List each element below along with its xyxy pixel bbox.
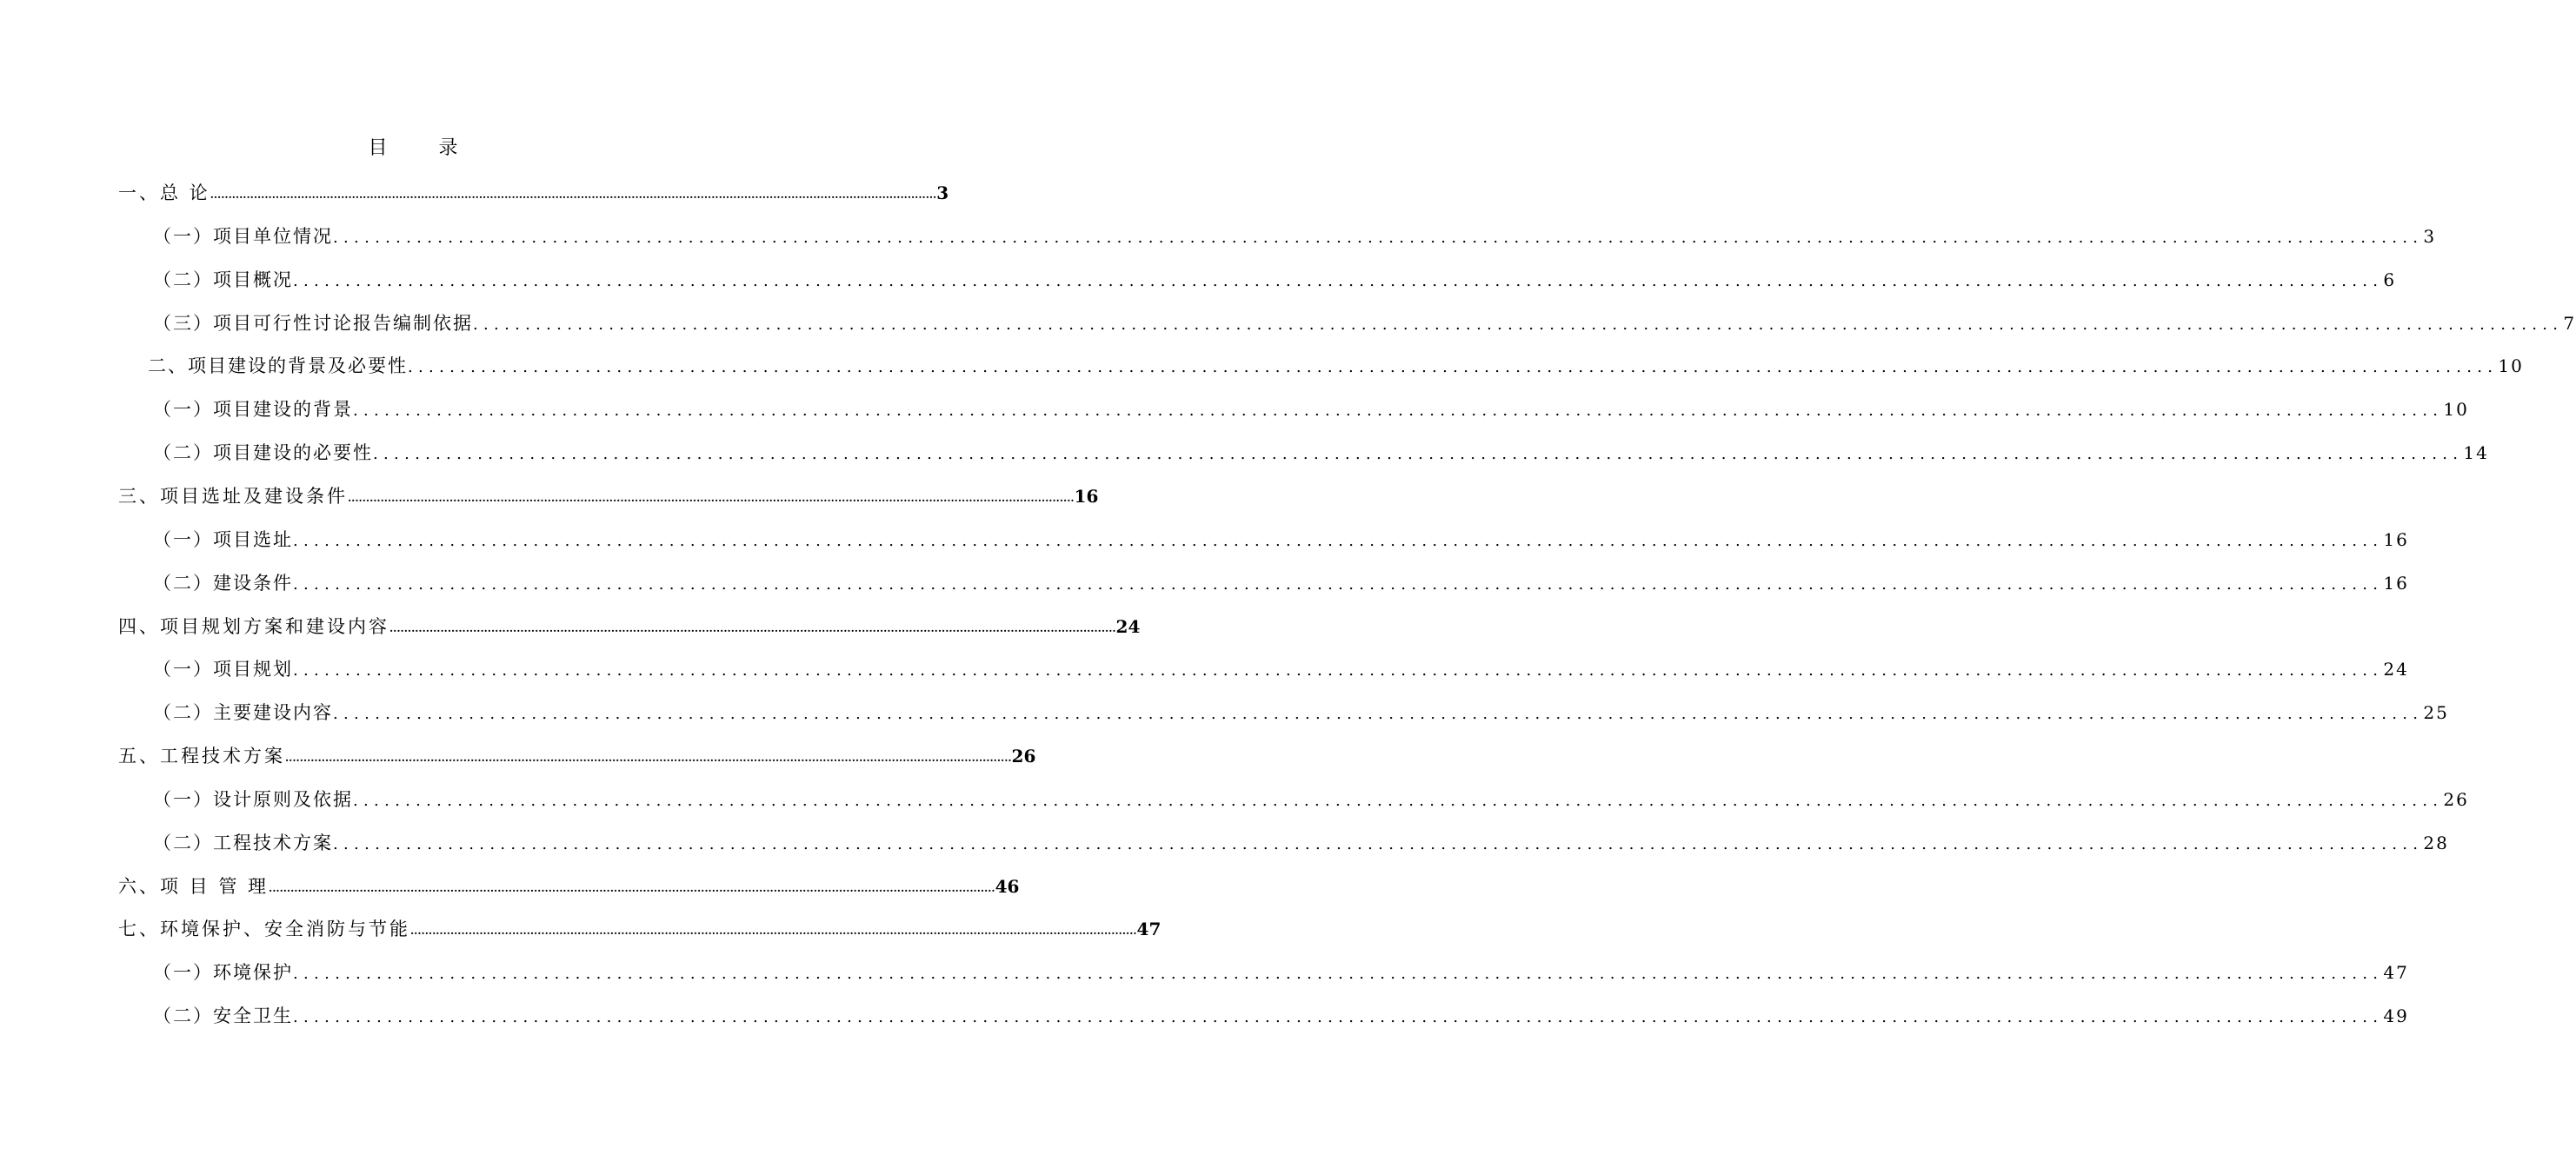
dot-leader: ........................................................................................................................................................................................................ (348, 492, 1075, 504)
dot-leader: ........................................................................................................................................................................................................ (293, 272, 2384, 290)
toc-page-number: 25 (2423, 702, 2449, 723)
toc-entry[interactable] (153, 218, 2437, 248)
toc-entry[interactable] (148, 348, 2524, 377)
toc-title: 目 录 (368, 137, 481, 159)
toc-entry-label: （一）项目建设的背景 (153, 399, 353, 420)
toc-entry-label: 二、项目建设的背景及必要性 (148, 355, 408, 376)
dot-leader: ........................................................................................................................................................................................................ (353, 402, 2444, 420)
dot-leader: ........................................................................................................................................................................................................ (333, 835, 2424, 853)
toc-entry-label: （二）项目建设的必要性 (153, 442, 373, 463)
toc-entry-label: （一）项目选址 (153, 529, 293, 550)
toc-entry[interactable] (153, 391, 2469, 421)
toc-page-number: 7 (2563, 313, 2576, 334)
toc-entry[interactable] (153, 521, 2409, 551)
toc-page-number: 47 (2383, 962, 2409, 983)
toc-entry-label: （一）环境保护 (153, 962, 293, 983)
toc-entry[interactable] (153, 565, 2409, 594)
toc-entry-label: 三、项目选址及建设条件 (118, 486, 348, 507)
toc-entry[interactable] (118, 738, 1036, 767)
toc-page-number: 3 (936, 182, 949, 203)
toc-entry[interactable] (118, 911, 1162, 940)
toc-page-number: 28 (2423, 833, 2449, 853)
toc-entry[interactable] (153, 825, 2449, 854)
toc-entry-label: （三）项目可行性讨论报告编制依据 (153, 313, 473, 334)
toc-entry-label: （二）项目概况 (153, 269, 293, 290)
toc-page-number: 24 (1115, 616, 1141, 637)
toc-page-number: 26 (2443, 789, 2469, 810)
toc-entry[interactable] (118, 608, 1141, 638)
toc-entry[interactable] (153, 305, 2576, 335)
toc-page-number: 26 (1011, 746, 1036, 766)
toc-page-number: 3 (2423, 226, 2437, 247)
dot-leader: ........................................................................................................................................................................................................ (210, 189, 937, 201)
toc-entry[interactable] (153, 435, 2489, 464)
toc-entry-label: 六、项 目 管 理 (118, 876, 270, 897)
dot-leader: ........................................................................................................................................................................................................ (293, 532, 2384, 550)
toc-entry-label: 五、工程技术方案 (118, 746, 285, 766)
toc-page-number: 10 (2443, 399, 2469, 420)
toc-entry-label: （二）建设条件 (153, 573, 293, 594)
toc-page-number: 14 (2463, 442, 2489, 463)
dot-leader: ........................................................................................................................................................................................................ (353, 792, 2444, 810)
toc-page-number: 24 (2383, 659, 2409, 680)
toc-entry-label: 七、环境保护、安全消防与节能 (118, 919, 410, 939)
dot-leader: ........................................................................................................................................................................................................ (293, 965, 2384, 983)
toc-entry-label: （一）设计原则及依据 (153, 789, 353, 810)
toc-entry-label: （一）项目规划 (153, 659, 293, 680)
toc-page-number: 10 (2498, 355, 2524, 376)
dot-leader: ........................................................................................................................................................................................................ (373, 445, 2464, 463)
dot-leader: ........................................................................................................................................................................................................ (473, 315, 2564, 334)
toc-entry[interactable] (118, 478, 1099, 508)
toc-entry-label: 四、项目规划方案和建设内容 (118, 616, 389, 637)
toc-entry-label: （二）工程技术方案 (153, 833, 333, 853)
toc-page-number: 49 (2383, 1005, 2409, 1026)
toc-entry[interactable] (153, 998, 2409, 1027)
toc-entry-label: （一）项目单位情况 (153, 226, 333, 247)
toc-page-number: 16 (1074, 486, 1099, 507)
toc-entry[interactable] (118, 175, 949, 204)
dot-leader: ........................................................................................................................................................................................................ (293, 1008, 2384, 1026)
dot-leader: ........................................................................................................................................................................................................ (410, 925, 1137, 937)
toc-page-number: 6 (2383, 269, 2397, 290)
dot-leader: ........................................................................................................................................................................................................ (293, 661, 2384, 680)
toc-entry[interactable] (153, 694, 2449, 724)
toc-entry[interactable] (153, 954, 2409, 984)
toc-entry-label: （二）主要建设内容 (153, 702, 333, 723)
toc-page-number: 47 (1136, 919, 1162, 939)
toc-entry[interactable] (118, 868, 1020, 898)
dot-leader: ........................................................................................................................................................................................................ (389, 622, 1116, 634)
dot-leader: ........................................................................................................................................................................................................ (269, 882, 995, 894)
dot-leader: ........................................................................................................................................................................................................ (333, 705, 2424, 723)
toc-page-number: 46 (995, 876, 1020, 897)
toc-entry[interactable] (153, 651, 2409, 680)
toc-entry-label: 一、总 论 (118, 182, 210, 203)
dot-leader: ........................................................................................................................................................................................................ (408, 358, 2499, 376)
toc-entry[interactable] (153, 781, 2469, 811)
toc-entry[interactable] (153, 262, 2397, 291)
dot-leader: ........................................................................................................................................................................................................ (285, 752, 1012, 764)
toc-page-number: 16 (2383, 573, 2409, 594)
toc-entry-label: （二）安全卫生 (153, 1005, 293, 1026)
dot-leader: ........................................................................................................................................................................................................ (293, 575, 2384, 594)
toc-page-number: 16 (2383, 529, 2409, 550)
dot-leader: ........................................................................................................................................................................................................ (333, 229, 2424, 247)
